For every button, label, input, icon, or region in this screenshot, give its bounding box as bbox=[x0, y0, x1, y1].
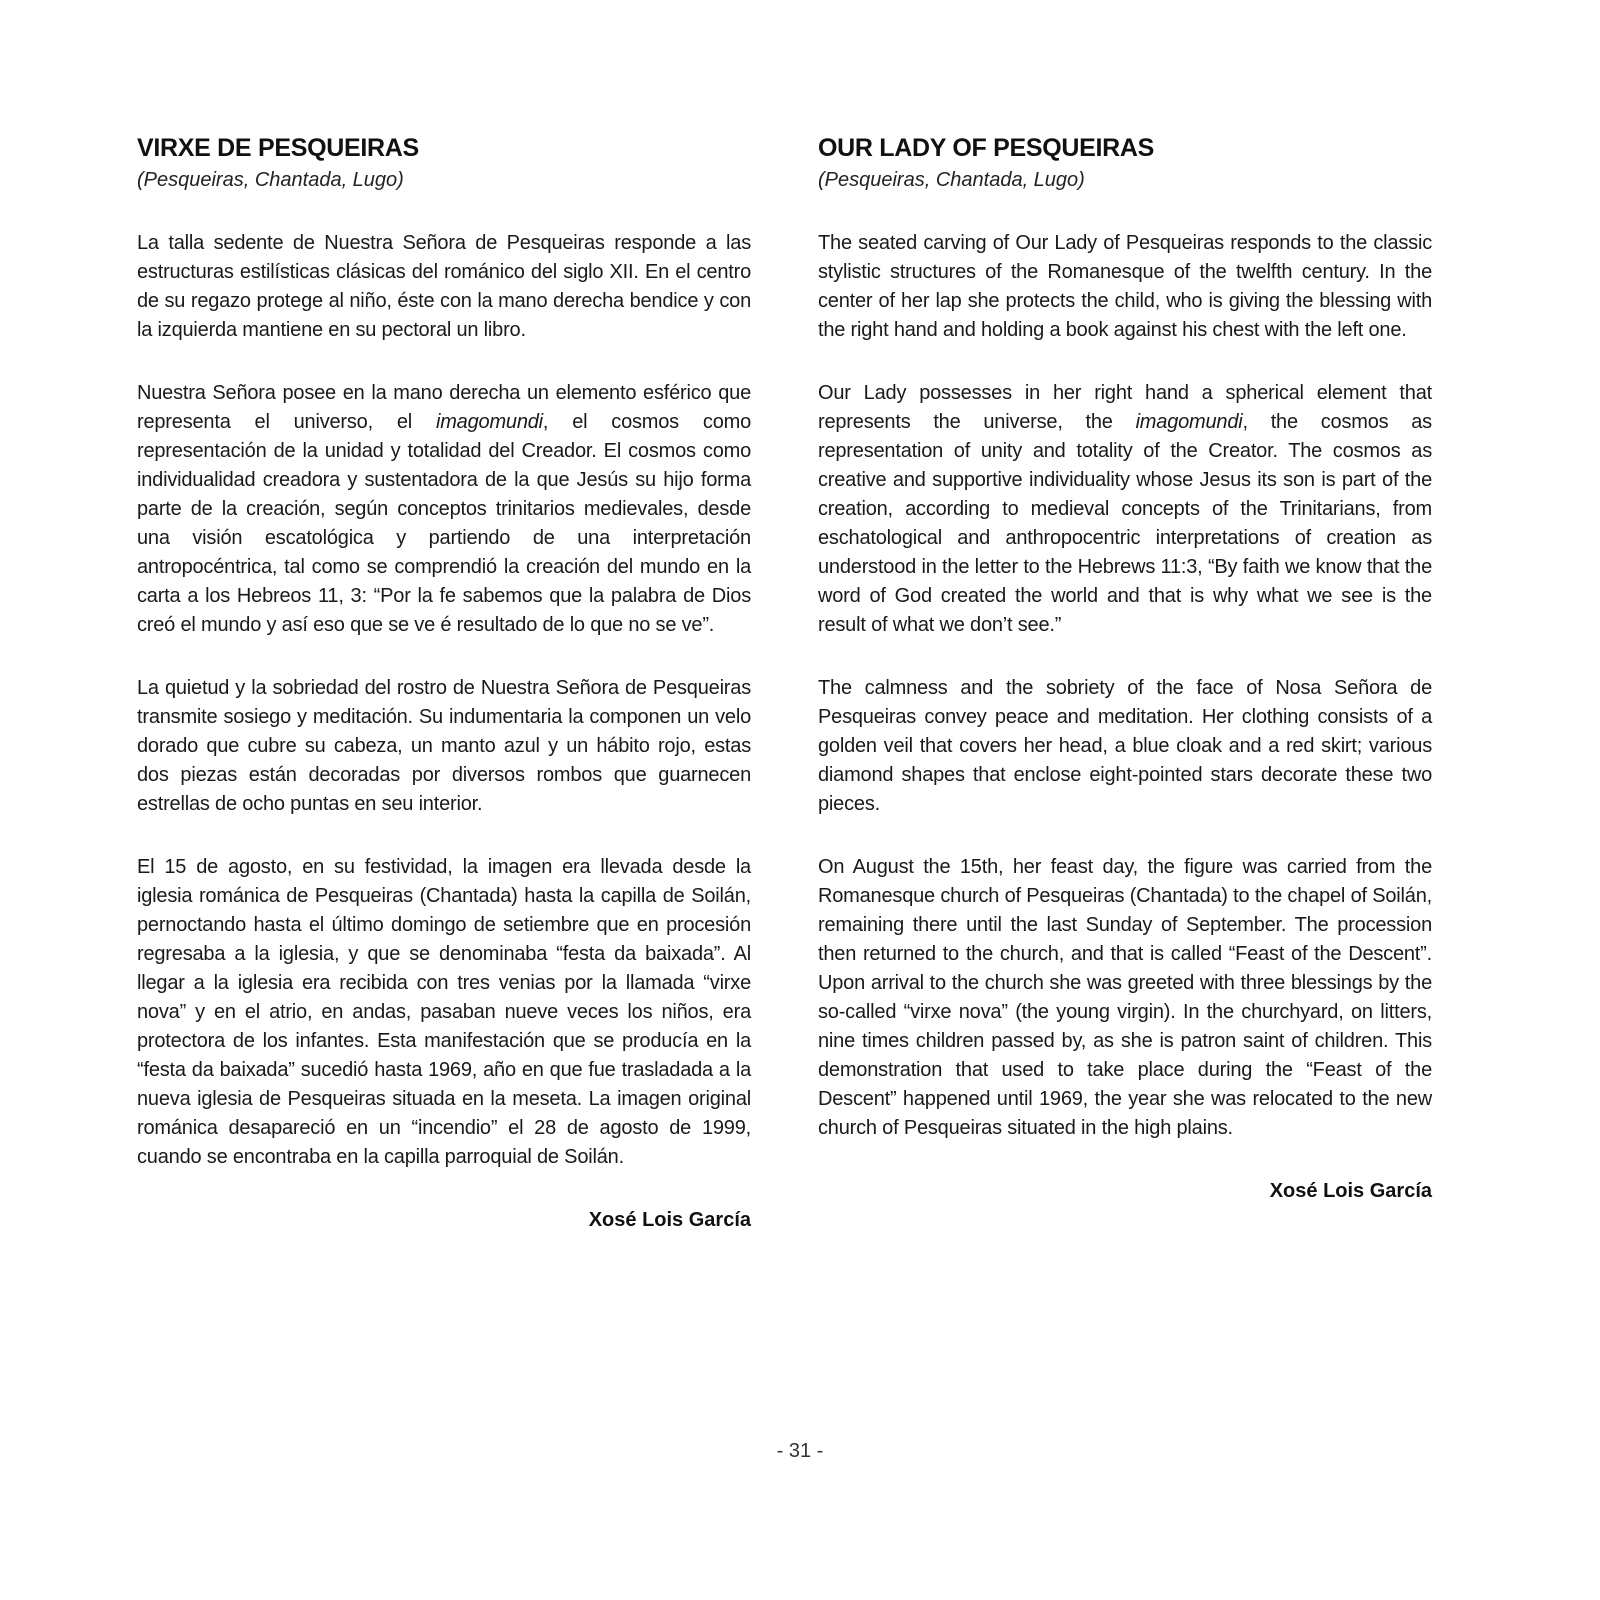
galician-column bbox=[137, 131, 751, 1235]
paragraph-2 bbox=[818, 379, 1432, 640]
paragraph-3: The calmness and the sobriety of the face of Nosa Señora de Pesqueiras convey peace and meditation. Her clothing consists of a golden veil that covers her head, a blue cloak and a red skirt; various diamond shapes that enclose eight-pointed stars decorate these two pieces. bbox=[818, 677, 1432, 815]
paragraph-2-text-b: , the cosmos as representation of unity and totality of the Creator. The cosmos as creative and supportive individuality whose Jesus its son is part of the creation, according to medieval concepts of the Trinitarians, from eschatological and anthropocentric interpretations of creation as understood in the letter to the Hebrews 11:3, “By faith we know that the word of God created the world and that is why what we see is the result of what we don’t see.” bbox=[818, 411, 1432, 636]
article-location: (Pesqueiras, Chantada, Lugo) bbox=[137, 169, 404, 191]
article-location: (Pesqueiras, Chantada, Lugo) bbox=[818, 169, 1085, 191]
article-title: OUR LADY OF PESQUEIRAS bbox=[818, 134, 1155, 162]
author-signature: Xosé Lois García bbox=[588, 1209, 751, 1231]
english-column bbox=[818, 131, 1432, 1206]
paragraph-4: El 15 de agosto, en su festividad, la imagen era llevada desde la iglesia románica de Pesqueiras (Chantada) hasta la capilla de Soilán, pernoctando hasta el último domingo de setiembre que en procesión regresaba a la iglesia, y que se denominaba “festa da baixada”. Al llegar a la iglesia era recibida con tres venias por la llamada “virxe nova” y en el atrio, en andas, pasaban nueve veces los niños, era protectora de los infantes. Esta manifestación que se producía en la “festa da baixada” sucedió hasta 1969, año en que fue trasladada a la nueva iglesia de Pesqueiras situada en la meseta. La imagen original románica desapareció en un “incendio” el 28 de agosto de 1999, cuando se encontraba en la capilla parroquial de Soilán. bbox=[137, 856, 751, 1168]
italic-term: imagomundi bbox=[435, 411, 543, 433]
paragraph-2 bbox=[137, 379, 751, 640]
paragraph-1: The seated carving of Our Lady of Pesqueiras responds to the classic stylistic structures of the Romanesque of the twelfth century. In the center of her lap she protects the child, who is giving the blessing with the right hand and holding a book against his chest with the left one. bbox=[818, 232, 1432, 341]
author-signature: Xosé Lois García bbox=[1269, 1180, 1432, 1202]
paragraph-1: La talla sedente de Nuestra Señora de Pesqueiras responde a las estructuras estilísticas clásicas del románico del siglo XII. En el centro de su regazo protege al niño, éste con la mano derecha bendice y con la izquierda mantiene en su pectoral un libro. bbox=[137, 232, 751, 341]
page-number: - 31 - bbox=[776, 1440, 824, 1462]
paragraph-2-text-a: Our Lady possesses in her right hand a spherical element that represents the universe, the bbox=[818, 382, 1432, 433]
paragraph-2-text-b: , el cosmos como representación de la unidad y totalidad del Creador. El cosmos como individualidad creadora y sustentadora de la que Jesús su hijo forma parte de la creación, según conceptos trinitarios medievales, desde una visión escatológica y partiendo de una interpretación antropocéntrica, tal como se comprendió la creación del mundo en la carta a los Hebreos 11, 3: “Por la fe sabemos que la palabra de Dios creó el mundo y así eso que se ve é resultado de lo que no se ve”. bbox=[137, 411, 752, 636]
paragraph-3: La quietud y la sobriedad del rostro de Nuestra Señora de Pesqueiras transmite sosiego y meditación. Su indumentaria la componen un velo dorado que cubre su cabeza, un manto azul y un hábito rojo, estas dos piezas están decoradas por diversos rombos que guarnecen estrellas de ocho puntas en seu interior. bbox=[137, 677, 751, 815]
article-title: VIRXE DE PESQUEIRAS bbox=[137, 134, 419, 162]
italic-term: imagomundi bbox=[1135, 411, 1243, 433]
paragraph-4: On August the 15th, her feast day, the figure was carried from the Romanesque church of Pesqueiras (Chantada) to the chapel of Soilán, remaining there until the last Sunday of September. The procession then returned to the church, and that is called “Feast of the Descent”. Upon arrival to the church she was greeted with three blessings by the so-called “virxe nova” (the young virgin). In the churchyard, on litters, nine times children passed by, as she is patron saint of children. This demonstration that used to take place during the “Feast of the Descent” happened until 1969, the year she was relocated to the new church of Pesqueiras situated in the high plains. bbox=[818, 856, 1432, 1139]
paragraph-2-text-a: Nuestra Señora posee en la mano derecha un elemento esférico que representa el universo, el bbox=[137, 382, 751, 433]
